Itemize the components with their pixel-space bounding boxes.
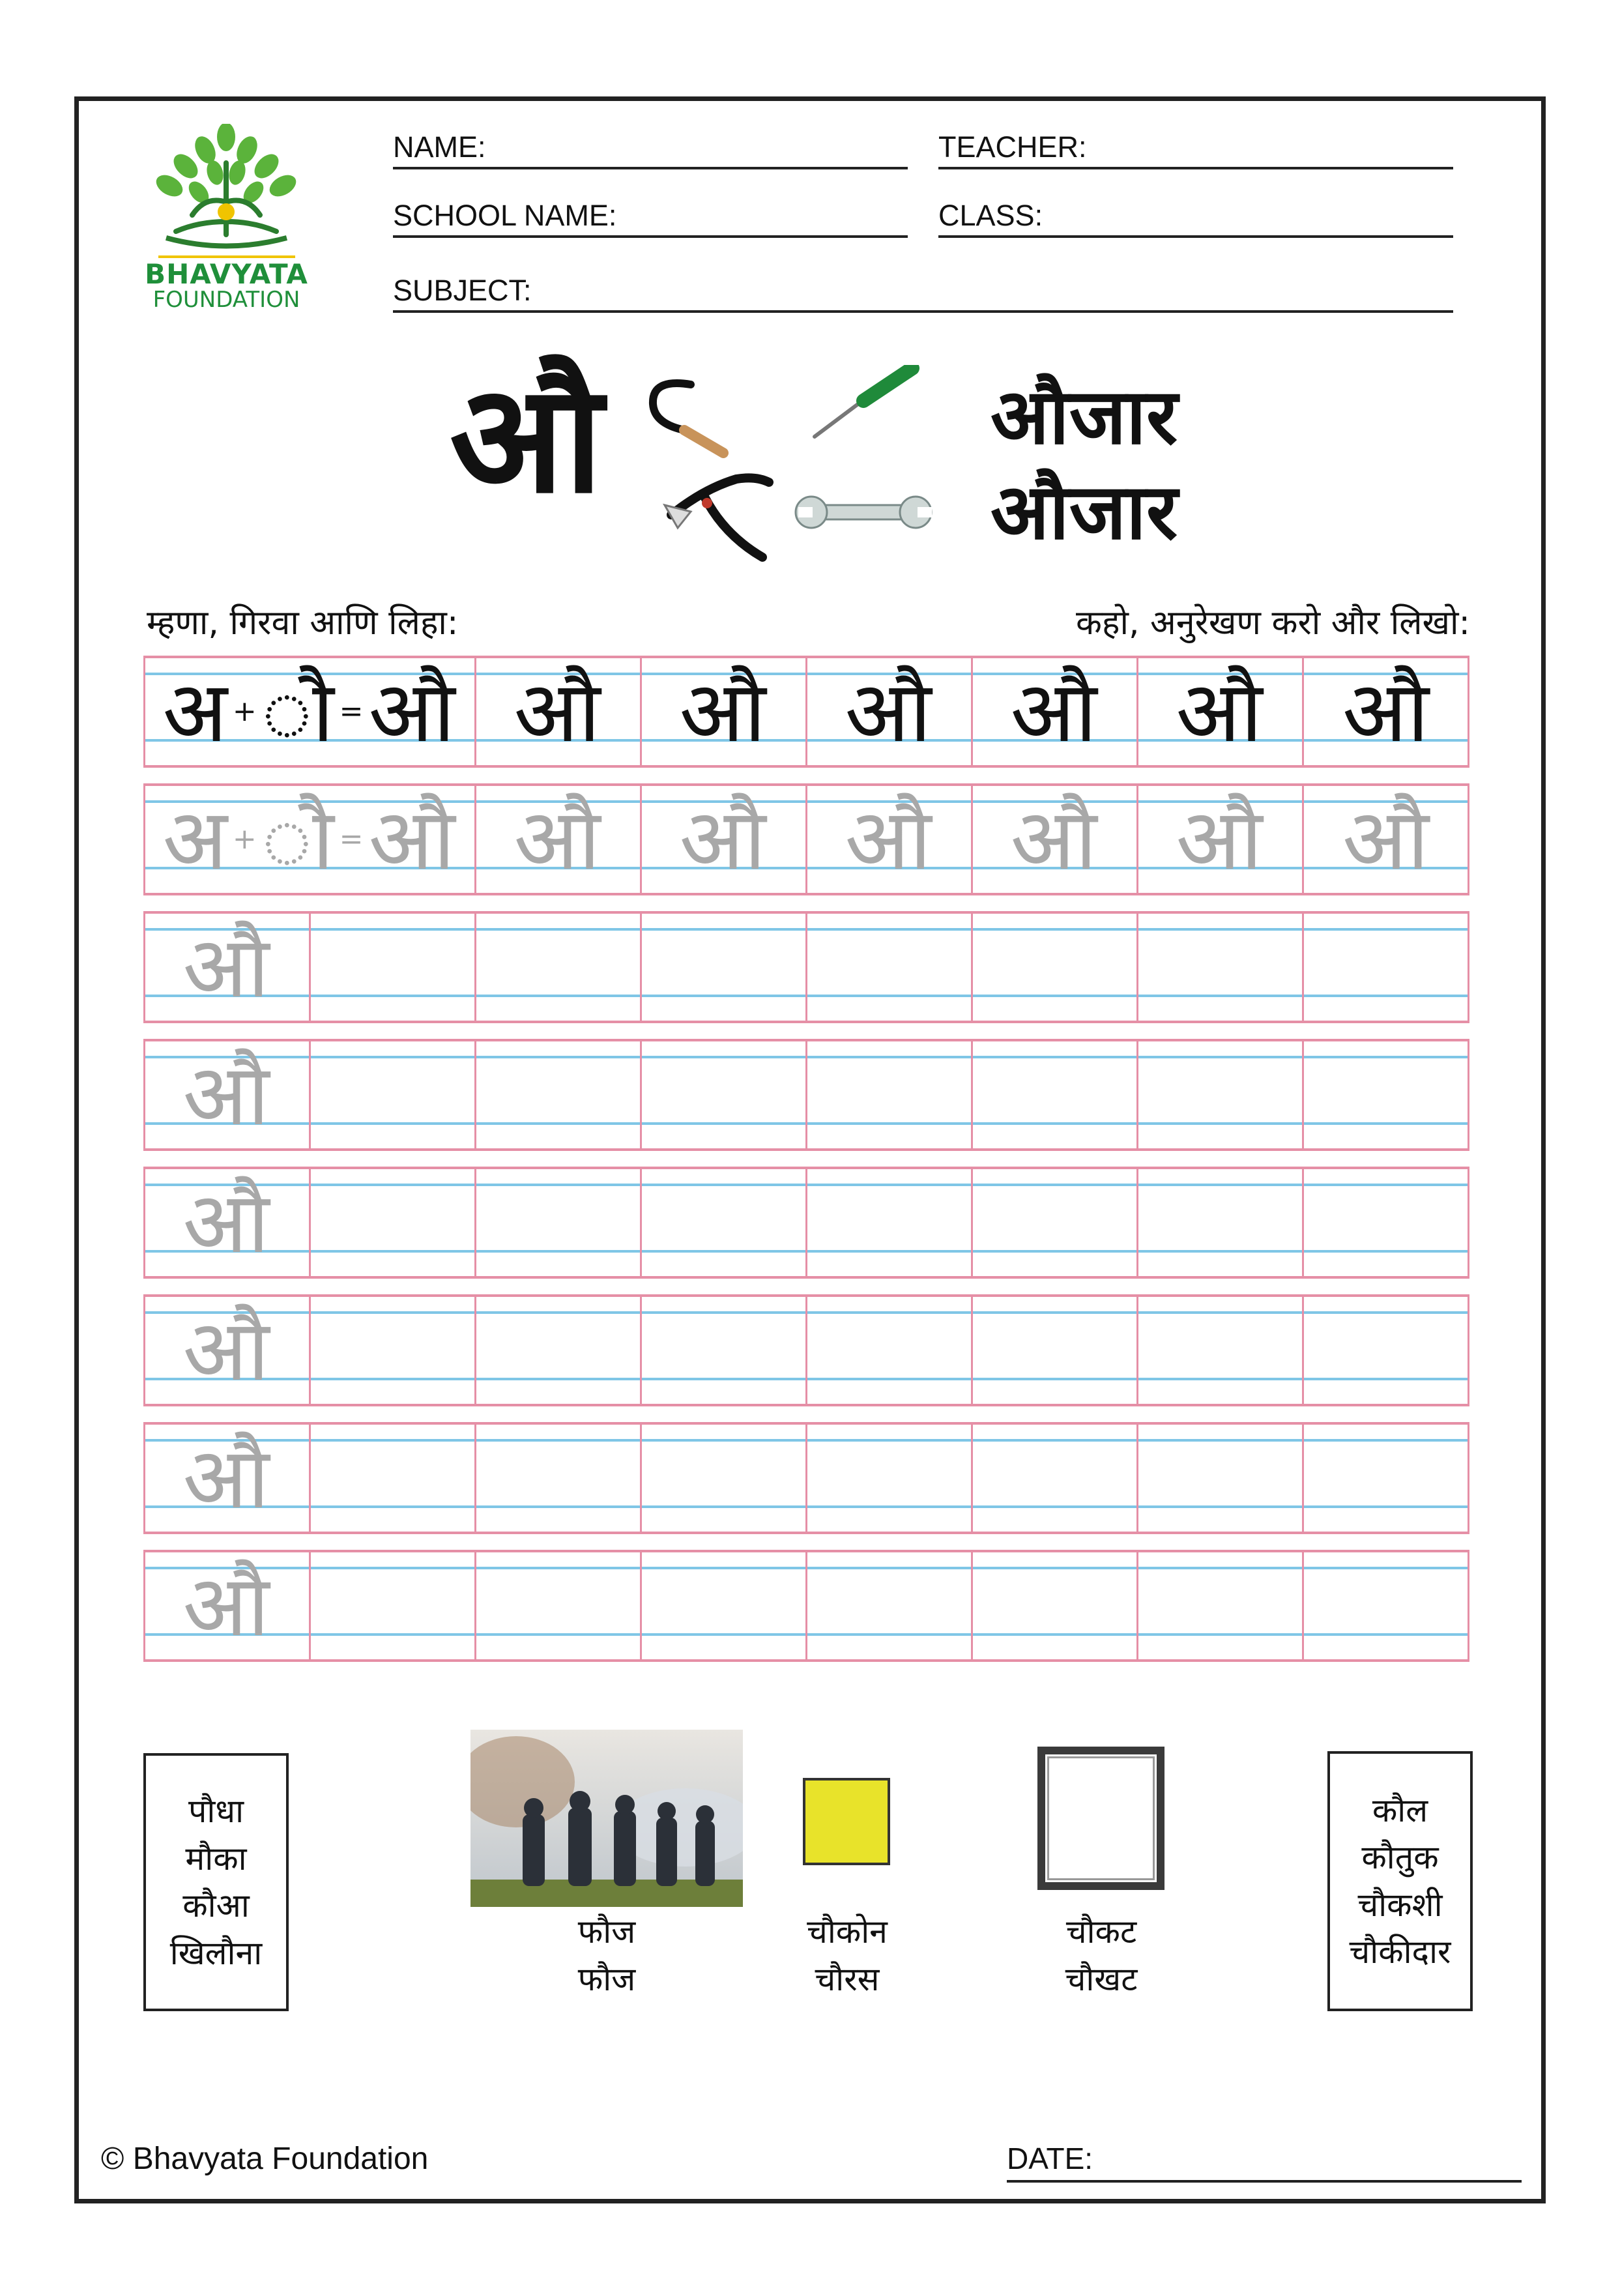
word-box-right-item: कौतुक: [1361, 1838, 1439, 1876]
trace-letter-cell: औ: [679, 662, 766, 761]
copyright: © Bhavyata Foundation: [101, 2142, 429, 2176]
writing-cell[interactable]: [1136, 1422, 1302, 1534]
writing-cell[interactable]: [309, 1167, 474, 1279]
instruction-marathi: म्हणा, गिरवा आणि लिहा:: [147, 603, 459, 643]
practice-row: [143, 1422, 1469, 1534]
word-box-right-item: चौकशी: [1357, 1885, 1443, 1924]
writing-cell[interactable]: [474, 1550, 640, 1662]
fauj-word: फौज: [577, 1913, 636, 1951]
date-field[interactable]: [1007, 2141, 1522, 2183]
writing-cell[interactable]: [1302, 1550, 1469, 1662]
trace-letter-cell: औ: [182, 1045, 270, 1144]
writing-cell[interactable]: [474, 1039, 640, 1151]
logo-subtitle: FOUNDATION: [152, 287, 300, 313]
trace-letter-cell: औ: [182, 918, 270, 1017]
word-box-left-item: खिलौना: [169, 1934, 263, 1972]
logo-title: BHAVYATA: [145, 258, 308, 290]
writing-cell[interactable]: [640, 1039, 805, 1151]
trace-letter-cell: औ: [1010, 790, 1097, 889]
teacher-label: TEACHER:: [938, 130, 1087, 164]
feature-letter: औ: [450, 353, 603, 527]
writing-cell[interactable]: [805, 1422, 971, 1534]
formula-matra: ौ: [261, 790, 334, 889]
formula-a: अ: [162, 790, 227, 889]
trace-letter-cell: औ: [182, 1556, 270, 1655]
feature-word-2: औजार: [991, 467, 1178, 557]
writing-cell[interactable]: [805, 911, 971, 1023]
writing-cell[interactable]: [640, 1422, 805, 1534]
writing-cell[interactable]: [309, 1550, 474, 1662]
formula-cell: [143, 783, 474, 895]
instruction-hindi: कहो, अनुरेखण करो और लिखो:: [1075, 603, 1470, 643]
writing-cell[interactable]: [805, 1550, 971, 1662]
bhavyata-logo: [140, 124, 313, 319]
tree-icon: [140, 124, 313, 254]
writing-cell[interactable]: [1302, 1167, 1469, 1279]
writing-cell[interactable]: [1302, 1294, 1469, 1406]
formula-cell: [143, 656, 474, 768]
formula-plus: +: [232, 822, 257, 856]
formula-result: औ: [368, 790, 456, 889]
formula-equals: =: [339, 695, 364, 728]
writing-cell[interactable]: [640, 1294, 805, 1406]
writing-cell[interactable]: [474, 1294, 640, 1406]
word-box-right: [1327, 1751, 1473, 2011]
writing-cell[interactable]: [1136, 1550, 1302, 1662]
date-label: DATE:: [1007, 2142, 1093, 2175]
feature-word-1: औजार: [991, 371, 1178, 461]
writing-cell[interactable]: [805, 1039, 971, 1151]
picture-frame: [1037, 1747, 1164, 1890]
trace-letter-cell: औ: [1342, 790, 1429, 889]
practice-row: [143, 911, 1469, 1023]
school-name-field[interactable]: [393, 199, 908, 238]
word-box-right-item: चौकीदार: [1349, 1933, 1451, 1971]
trace-letter-cell: औ: [182, 1301, 270, 1400]
word-box-left: [143, 1753, 289, 2011]
practice-row: [143, 656, 1469, 768]
subject-field[interactable]: [393, 274, 1453, 313]
subject-label: SUBJECT:: [393, 274, 532, 307]
writing-cell[interactable]: [971, 1167, 1136, 1279]
trace-letter-cell: औ: [1342, 662, 1429, 761]
name-label: NAME:: [393, 130, 486, 164]
square-word: चौरस: [815, 1960, 880, 1998]
formula-equals: =: [339, 822, 364, 856]
writing-cell[interactable]: [1136, 1294, 1302, 1406]
class-label: CLASS:: [938, 199, 1043, 232]
yellow-square: [803, 1778, 890, 1865]
writing-cell[interactable]: [971, 911, 1136, 1023]
writing-cell[interactable]: [971, 1039, 1136, 1151]
writing-cell[interactable]: [1302, 911, 1469, 1023]
writing-cell[interactable]: [640, 1550, 805, 1662]
trace-letter-cell: औ: [182, 1173, 270, 1272]
writing-cell[interactable]: [474, 911, 640, 1023]
writing-cell[interactable]: [971, 1294, 1136, 1406]
practice-row: [143, 1167, 1469, 1279]
frame-word: चौकट: [1065, 1913, 1137, 1951]
writing-cell[interactable]: [640, 911, 805, 1023]
wrench-icon: [796, 497, 932, 528]
square-caption: [769, 1908, 925, 2003]
class-field[interactable]: [938, 199, 1453, 238]
practice-row: [143, 1039, 1469, 1151]
practice-row: [143, 1294, 1469, 1406]
trace-letter-cell: औ: [182, 1429, 270, 1528]
practice-row: [143, 783, 1469, 895]
formula-result: औ: [368, 662, 456, 761]
trace-letter-cell: औ: [1176, 662, 1263, 761]
trace-letter-cell: औ: [845, 790, 932, 889]
screwdriver-icon: [815, 368, 912, 437]
writing-cell[interactable]: [309, 1422, 474, 1534]
word-box-left-item: कौआ: [182, 1887, 250, 1925]
writing-cell[interactable]: [1136, 1039, 1302, 1151]
teacher-field[interactable]: [938, 130, 1453, 169]
practice-row: [143, 1550, 1469, 1662]
word-box-right-item: कौल: [1372, 1791, 1428, 1829]
writing-cell[interactable]: [309, 1294, 474, 1406]
trace-letter-cell: औ: [513, 662, 601, 761]
formula-matra: ौ: [261, 662, 334, 761]
trace-letter-cell: औ: [513, 790, 601, 889]
writing-cell[interactable]: [474, 1422, 640, 1534]
trace-letter-cell: औ: [845, 662, 932, 761]
trace-letter-cell: औ: [679, 790, 766, 889]
square-word: चौकोन: [807, 1913, 888, 1951]
school-name-label: SCHOOL NAME:: [393, 199, 617, 232]
writing-cell[interactable]: [805, 1167, 971, 1279]
writing-cell[interactable]: [1302, 1039, 1469, 1151]
trace-letter-cell: औ: [1176, 790, 1263, 889]
writing-cell[interactable]: [1136, 911, 1302, 1023]
word-box-left-item: पौधा: [188, 1792, 244, 1830]
writing-cell[interactable]: [640, 1167, 805, 1279]
writing-cell[interactable]: [309, 1039, 474, 1151]
writing-cell[interactable]: [971, 1422, 1136, 1534]
writing-cell[interactable]: [805, 1294, 971, 1406]
frame-word: चौखट: [1065, 1960, 1138, 1998]
writing-cell[interactable]: [971, 1550, 1136, 1662]
writing-cell[interactable]: [309, 911, 474, 1023]
pruner-icon: [665, 478, 769, 557]
tools-illustration: [645, 365, 958, 574]
writing-cell[interactable]: [1302, 1422, 1469, 1534]
soldiers-photo: [470, 1730, 743, 1907]
trace-letter-cell: औ: [1010, 662, 1097, 761]
fauj-word: फौज: [577, 1960, 636, 1998]
word-box-left-item: मौका: [185, 1839, 247, 1878]
fauj-caption: [470, 1908, 743, 2003]
writing-cell[interactable]: [1136, 1167, 1302, 1279]
writing-cell[interactable]: [474, 1167, 640, 1279]
frame-caption: [1023, 1908, 1179, 2003]
sickle-icon: [653, 383, 723, 453]
formula-plus: +: [232, 695, 257, 728]
name-field[interactable]: [393, 130, 908, 169]
formula-a: अ: [162, 662, 227, 761]
